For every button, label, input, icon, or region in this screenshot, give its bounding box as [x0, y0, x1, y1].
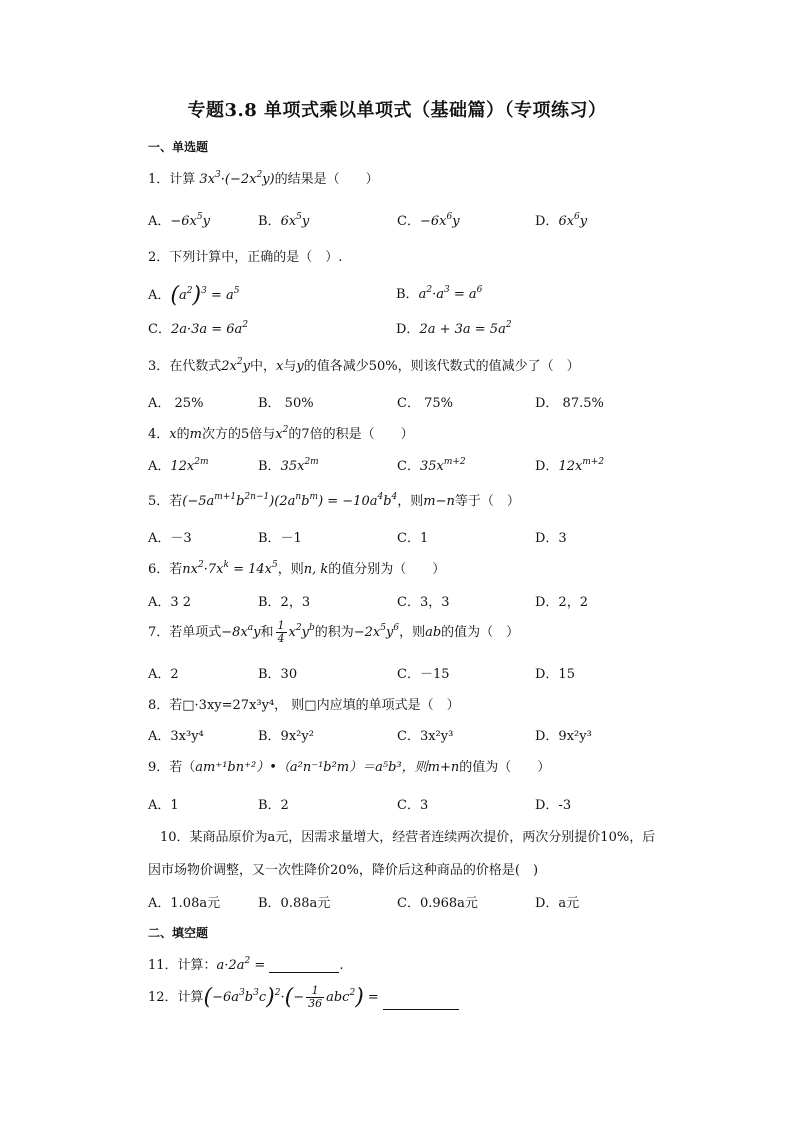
option-d[interactable]: D．3: [535, 531, 567, 546]
question-11: 11．计算：$a\cdot 2a^2$ = .: [148, 956, 344, 973]
option-d[interactable]: D．-3: [535, 798, 572, 813]
question-9-options: [148, 794, 708, 814]
question-12: 12．计算$(-6a^3b^3c)^2\cdot(-$ $\frac{1}{36}$ abc$^2$) =: [148, 985, 459, 1010]
question-1: 1．计算 $3x^3\cdot(-2x^2y)$的结果是（ ）: [148, 170, 379, 187]
option-b[interactable]: B．0.88a元: [258, 896, 331, 911]
option-d[interactable]: D．$6x^6y$: [535, 212, 588, 229]
option-d[interactable]: D． 87.5%: [535, 396, 604, 411]
option-b[interactable]: B．30: [258, 667, 298, 682]
question-10-line2: 因市场物价调整，又一次性降价20%，降价后这种商品的价格是( ): [148, 863, 539, 878]
option-d[interactable]: D．a元: [535, 896, 580, 911]
page-title: 专题3.8 单项式乘以单项式（基础篇）（专项练习）: [187, 100, 607, 121]
option-c[interactable]: C．0.968a元: [397, 896, 478, 911]
question-5-options: [148, 527, 708, 547]
option-b[interactable]: B．$6x^5y$: [258, 212, 310, 229]
option-b[interactable]: B．$a^2\cdot a^3 = a^6$: [396, 285, 483, 302]
option-d[interactable]: D．$12x^{m+2}$: [535, 457, 605, 474]
question-7: 7．若单项式$-8x^ay$和 $\frac{1}{4}$ $x^2y^b$的积为$-2x^5y^6$，则ab的值为（ ）: [148, 619, 520, 645]
question-6-options: [148, 591, 708, 611]
question-2-options-row1: [148, 283, 708, 308]
option-b[interactable]: B．9x²y²: [258, 729, 314, 744]
option-c[interactable]: C． 75%: [397, 396, 453, 411]
question-8-options: [148, 725, 708, 745]
option-c[interactable]: C．3x²y³: [397, 729, 454, 744]
option-a[interactable]: A．$12x^{2m}$: [148, 457, 209, 474]
option-c[interactable]: C．3，3: [397, 595, 450, 610]
option-d[interactable]: D．2，2: [535, 595, 588, 610]
question-3-options: [148, 392, 708, 412]
question-2: 2．下列计算中，正确的是（ ）.: [148, 250, 343, 265]
option-c[interactable]: C．－15: [397, 667, 450, 682]
option-c[interactable]: C．$2a\cdot 3a = 6a^2$: [148, 320, 249, 337]
option-a[interactable]: A． 25%: [148, 396, 204, 411]
option-b[interactable]: B．$35x^{2m}$: [258, 457, 319, 474]
question-7-options: [148, 663, 708, 683]
question-10-options: [148, 892, 708, 912]
section-heading-single-choice: 一、单选题: [148, 140, 209, 154]
question-2-options-row2: [148, 318, 708, 338]
q1-expression: $3x^3\cdot(-2x^2y)$: [199, 170, 275, 187]
question-5: 5．若$(-5a^{m+1}b^{2n-1})(2a^nb^m) = -10a^4b^4$，则m−n等于（ ）: [148, 492, 520, 509]
question-8: 8．若□·3xy=27x³y⁴， 则□内应填的单项式是（ ）: [148, 698, 460, 713]
option-c[interactable]: C．$35x^{m+2}$: [397, 457, 466, 474]
option-a[interactable]: A．$-6x^5y$: [148, 212, 210, 229]
option-b[interactable]: B．2: [258, 798, 289, 813]
question-3: 3．在代数式$2x^2y$中，x与y的值各减少50%，则该代数式的值减少了（ ）: [148, 357, 580, 374]
question-9: 9．若（am⁺¹bn⁺²）•（a²n⁻¹b²m）＝a⁵b³，则m+n的值为（ ）: [148, 760, 551, 775]
option-b[interactable]: B． 50%: [258, 396, 314, 411]
option-a[interactable]: A．3x³y⁴: [148, 729, 204, 744]
option-c[interactable]: C．3: [397, 798, 429, 813]
option-a[interactable]: A．$(a^2)^3 = a^5$: [148, 283, 240, 308]
option-d[interactable]: D．$2a + 3a = 5a^2$: [396, 320, 512, 337]
question-4-options: [148, 455, 708, 475]
option-d[interactable]: D．15: [535, 667, 575, 682]
option-a[interactable]: A．1.08a元: [148, 896, 221, 911]
question-6: 6．若$nx^2\cdot 7x^k = 14x^5$，则n, k的值分别为（ ）: [148, 560, 446, 577]
option-b[interactable]: B．－1: [258, 531, 302, 546]
answer-blank[interactable]: [383, 1009, 459, 1010]
option-a[interactable]: A．1: [148, 798, 179, 813]
section-heading-fill-in: 二、填空题: [148, 926, 209, 940]
question-1-options: [148, 210, 708, 230]
option-a[interactable]: A．－3: [148, 531, 192, 546]
option-b[interactable]: B．2，3: [258, 595, 311, 610]
option-a[interactable]: A．3 2: [148, 595, 192, 610]
question-4: 4．x的m次方的5倍与$x^2$的7倍的积是（ ）: [148, 425, 414, 442]
option-d[interactable]: D．9x²y³: [535, 729, 592, 744]
question-10: 10．某商品原价为a元，因需求量增大，经营者连续两次提价，两次分别提价10%，后: [160, 830, 656, 845]
option-c[interactable]: C．1: [397, 531, 429, 546]
answer-blank[interactable]: [269, 972, 339, 973]
option-c[interactable]: C．$-6x^6y$: [397, 212, 460, 229]
option-a[interactable]: A．2: [148, 667, 179, 682]
